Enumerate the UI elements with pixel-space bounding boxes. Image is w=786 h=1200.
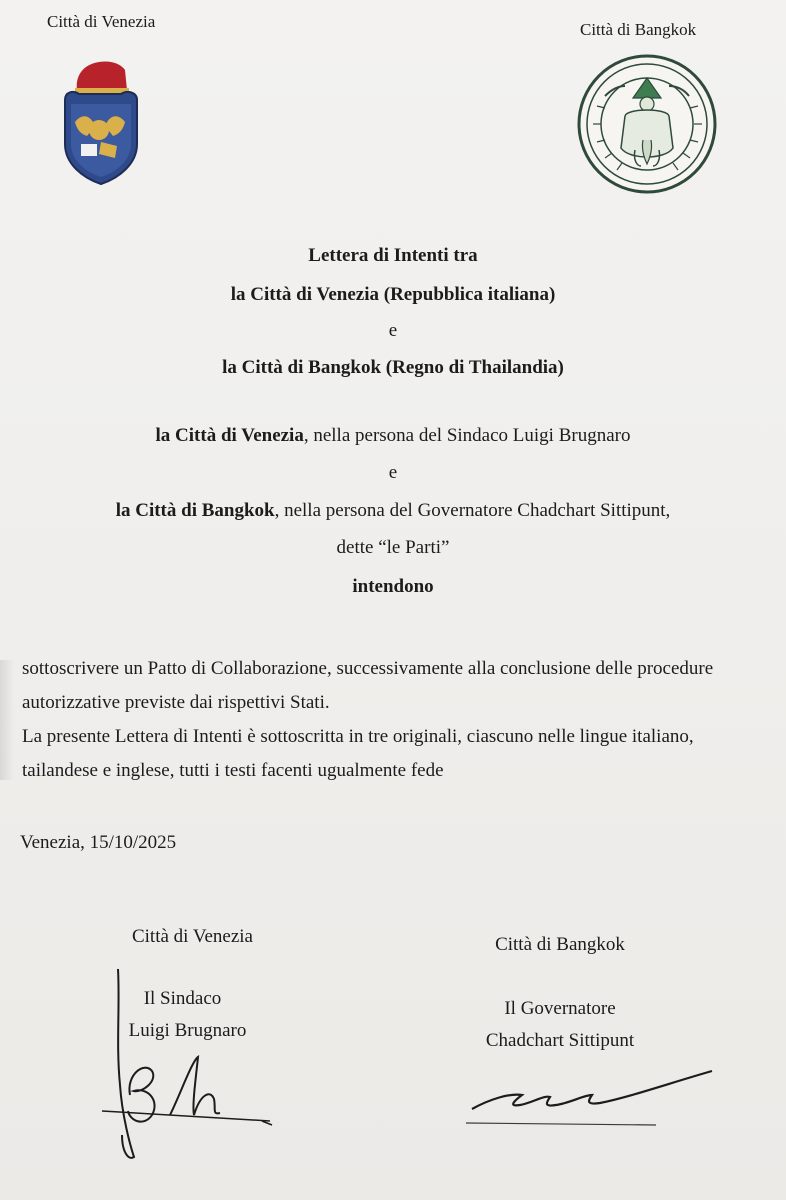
title-line-3: e xyxy=(388,320,398,341)
party-venice xyxy=(0,425,786,447)
party-venice-description: , nella persona del Sindaco Luigi Brugnaro xyxy=(303,425,631,446)
document-body xyxy=(22,652,762,788)
signature-left-handwriting-icon xyxy=(100,965,290,1165)
body-paragraph-2: La presente Lettera di Intenti è sottoscritta in tre originali, ciascuno nelle lingue italiano, tailandese e inglese, tutti i testi facenti ugualmente fede xyxy=(22,726,694,781)
bangkok-city-seal-icon xyxy=(575,52,720,197)
signature-right-handwriting-icon xyxy=(460,1065,720,1135)
title-line-4: la Città di Bangkok (Regno di Thailandia) xyxy=(222,357,564,378)
party-bangkok-name: la Città di Bangkok xyxy=(115,500,275,521)
party-conjunction: e xyxy=(388,462,398,483)
party-bangkok-description: , nella persona del Governatore Chadchart Sittipunt, xyxy=(274,500,671,521)
party-venice-name: la Città di Venezia xyxy=(155,425,304,446)
party-bangkok xyxy=(0,500,786,522)
signature-left-city: Città di Venezia xyxy=(131,926,253,947)
signature-left-role: Il Sindaco xyxy=(143,988,222,1009)
signature-right-city: Città di Bangkok xyxy=(495,934,625,955)
header-right-city: Città di Bangkok xyxy=(580,20,697,39)
venice-coat-of-arms-icon xyxy=(55,52,145,187)
parties-designation: dette “le Parti” xyxy=(336,537,450,558)
page-fold-shadow xyxy=(0,660,14,780)
signature-right-role: Il Governatore xyxy=(504,998,616,1019)
signature-left-name: Luigi Brugnaro xyxy=(128,1020,247,1041)
place-and-date: Venezia, 15/10/2025 xyxy=(20,832,177,853)
title-line-2: la Città di Venezia (Repubblica italiana) xyxy=(230,284,556,305)
intendono-heading: intendono xyxy=(352,576,434,597)
signature-right-name: Chadchart Sittipunt xyxy=(485,1030,635,1051)
title-line-1: Lettera di Intenti tra xyxy=(308,245,478,266)
header-left-city: Città di Venezia xyxy=(47,12,156,31)
body-paragraph-1: sottoscrivere un Patto di Collaborazione, successivamente alla conclusione delle procedure autorizzative previste dai rispettivi Stati. xyxy=(22,658,714,713)
